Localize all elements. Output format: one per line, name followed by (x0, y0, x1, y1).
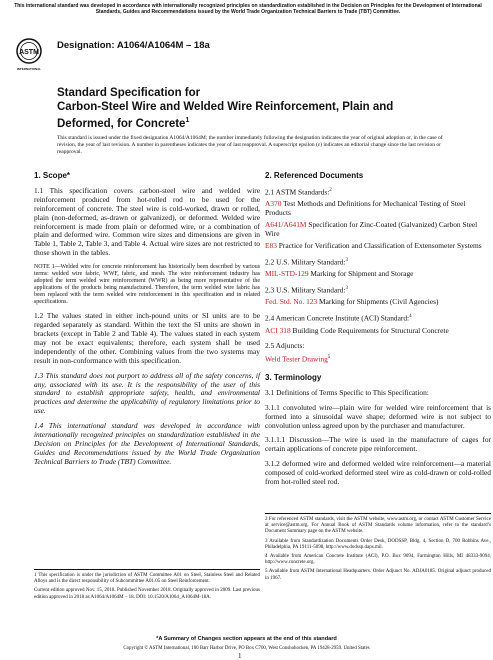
footnotes-right (265, 513, 491, 585)
copyright-line: Copyright © ASTM International, 100 Barr Harbor Drive, PO Box C700, West Conshohocken, PA 19428-2959. United States (123, 646, 370, 651)
footnote-5: 5 Available from ASTM International Headquarters. Order Adjunct No. ADJA0185. Original adjunct produced in 1967. (265, 569, 491, 581)
page-number: 1 (238, 652, 242, 660)
footnote-2: 2 For referenced ASTM standards, visit the ASTM website, www.astm.org, or contact ASTM Customer Service at service@astm.org. For Annual Book of ASTM Standards volume information, refer to the standard’s Document Summary page on the ASTM website. (265, 517, 491, 535)
fed-standard-label: 2.3 U.S. Military Standard:$^3$ (265, 285, 348, 295)
wto-notice: This international standard was developed in accordance with internationally recognized principles on standardization established in the Decision on Principles for the Development of International Standards, Guides and Recommendations issued by the World Trade Organization Technical Barriers to Trade (TBT) Committee. (14, 3, 482, 16)
terminology-para-3-1: 3.1 Definitions of Terms Specific to This Specification: (265, 387, 429, 397)
adjuncts-label: 2.5 Adjuncts: (265, 340, 305, 350)
left-column (34, 172, 260, 473)
right-column (265, 172, 491, 493)
scope-para-1-2: 1.2 The values stated in either inch-pound units or SI units are to be regarded separately as standard. Within the text the SI units are shown in brackets (except in Table 2 and Table 4). The values stated in each system may not be exact equivalents; therefore, each system shall be used independently of the other. Combining values from the two systems may result in non-conformance with this specification. (34, 311, 260, 365)
terminology-para-3-1-1: 3.1.1 convoluted wire—plain wire for welded wire reinforcement that is formed into a sinusoidal wave shape; deformed wire is not subject to convolution unless agreed upon by the purchaser and manufacturer. (265, 402, 491, 430)
footnote-1: 1 This specification is under the jurisdiction of ASTM Committee A01 on Steel, Stainless Steel and Related Alloys and is the direct responsibility of Subcommittee A01.05 on Steel Reinforcement. (34, 573, 260, 585)
svg-text:INTERNATIONAL: INTERNATIONAL (16, 67, 42, 71)
note-1: NOTE 1—Welded wire for concrete reinforcement has historically been described by various terms: welded wire fabric, WWF, fabric, and mesh. The wire reinforcement industry has adopted the term welded wire reinforcement (WWR) as being more representative of the applications of the products being manufactured. Therefore, the term welded wire fabric has been replaced with the term welded wire reinforcement in this specification and in related specifications. (34, 264, 260, 306)
document-title (57, 86, 437, 131)
terminology-para-3-1-2: 3.1.2 deformed wire and deformed welded wire reinforcement—a material composed of cold-worked deformed steel wire as cold-drawn or cold-rolled from hot-rolled steel rod. (265, 459, 491, 487)
scope-para-1-1: 1.1 This specification covers carbon-steel wire and welded wire reinforcement produced from hot-rolled rod to be used for the reinforcement of concrete. The steel wire is cold-worked, drawn or rolled, plain (non-deformed, as-drawn or galvanized), or deformed. Welded wire reinforcement is made from plain or deformed wire, or a combination of plain and deformed wire. Common wire sizes and dimensions are given in Table 1, Table 2, Table 3, and Table 4. Actual wire sizes are not restricted to those shown in the tables. (34, 185, 260, 258)
footnote-1-edition: Current edition approved Nov. 15, 2018. Published November 2018. Originally approved in 2009. Last previous edition approved in 2018 as A1064/A1064M – 18. DOI: 10.1520/A1064_A1064M-18A. (34, 588, 260, 600)
terminology-heading: 3. Terminology (265, 372, 322, 382)
issuance-note: This standard is issued under the fixed designation A1064/A1064M; the number immediately following the designation indicates the year of original adoption or, in the case of revision, the year of last revision. A number in parentheses indicates the year of last reapproval. A superscript epsilon (ε) indicates an editorial change since the last revision or reapproval. (57, 135, 443, 155)
title-line-1: Standard Specification for (57, 87, 201, 99)
footnote-4: 4 Available from American Concrete Institute (ACI), P.O. Box 9094, Farmington Hills, MI 48333-9094, http://www.concrete.org. (265, 554, 491, 566)
astm-logo (14, 37, 44, 73)
aci-standard-label: 2.4 American Concrete Institute (ACI) Standard:$^4$ (265, 313, 412, 323)
designation: Designation: A1064/A1064M – 18a (57, 40, 210, 51)
references-heading: 2. Referenced Documents (265, 171, 364, 180)
ref-e83[interactable]: E83 Practice for Verification and Classification of Extensometer Systems (265, 240, 482, 250)
footnote-3: 3 Available from Standardization Documents Order Desk, DODSSP, Bldg. 4, Section D, 700 Robbins Ave., Philadelphia, PA 19111-5098, http://www.dodssp.daps.mil. (265, 538, 491, 550)
scope-heading: 1. Scope* (34, 171, 71, 180)
scope-para-1-3: 1.3 This standard does not purport to address all of the safety concerns, if any, associated with its use. It is the responsibility of the user of this standard to establish appropriate safety, health, and environmental practices and determine the applicability of regulatory limitations prior to use. (34, 370, 260, 416)
ref-weld-tester-drawing[interactable]: Weld Tester Drawing$^5$ (265, 354, 331, 364)
title-line-2: Carbon-Steel Wire and Welded Wire Reinforcement, Plain and Deformed, for Concrete$^1$ (57, 101, 394, 130)
scope-para-1-4: 1.4 This international standard was developed in accordance with internationally recognized principles on standardization established in the Decision on Principles for the Development of International Standards, Guides and Recommendations issued by the World Trade Organization Technical Barriers to Trade (TBT) Committee. (34, 421, 260, 466)
ref-mil-std-129[interactable]: MIL-STD-129 Marking for Shipment and Storage (265, 269, 414, 279)
mil-standard-label: 2.2 U.S. Military Standard:$^3$ (265, 257, 348, 267)
summary-of-changes-note: *A Summary of Changes section appears at the end of this standard (156, 636, 337, 642)
terminology-para-3-1-1-1: 3.1.1.1 Discussion—The wire is used in the manufacture of cages for certain applications of concrete pipe reinforcement. (265, 435, 491, 454)
ref-a370[interactable]: A370 Test Methods and Definitions for Mechanical Testing of Steel Products (265, 199, 466, 218)
svg-text:ASTM: ASTM (19, 49, 39, 56)
astm-standards-label: 2.1 ASTM Standards:$^2$ (265, 187, 332, 197)
ref-a641[interactable]: A641/A641M Specification for Zinc-Coated (Galvanized) Carbon Steel Wire (265, 220, 478, 238)
ref-aci-318[interactable]: ACI 318 Building Code Requirements for Structural Concrete (265, 325, 449, 335)
footnotes-left (34, 569, 260, 604)
ref-fed-std-123[interactable]: Fed. Std. No. 123 Marking for Shipments (Civil Agencies) (265, 297, 439, 307)
